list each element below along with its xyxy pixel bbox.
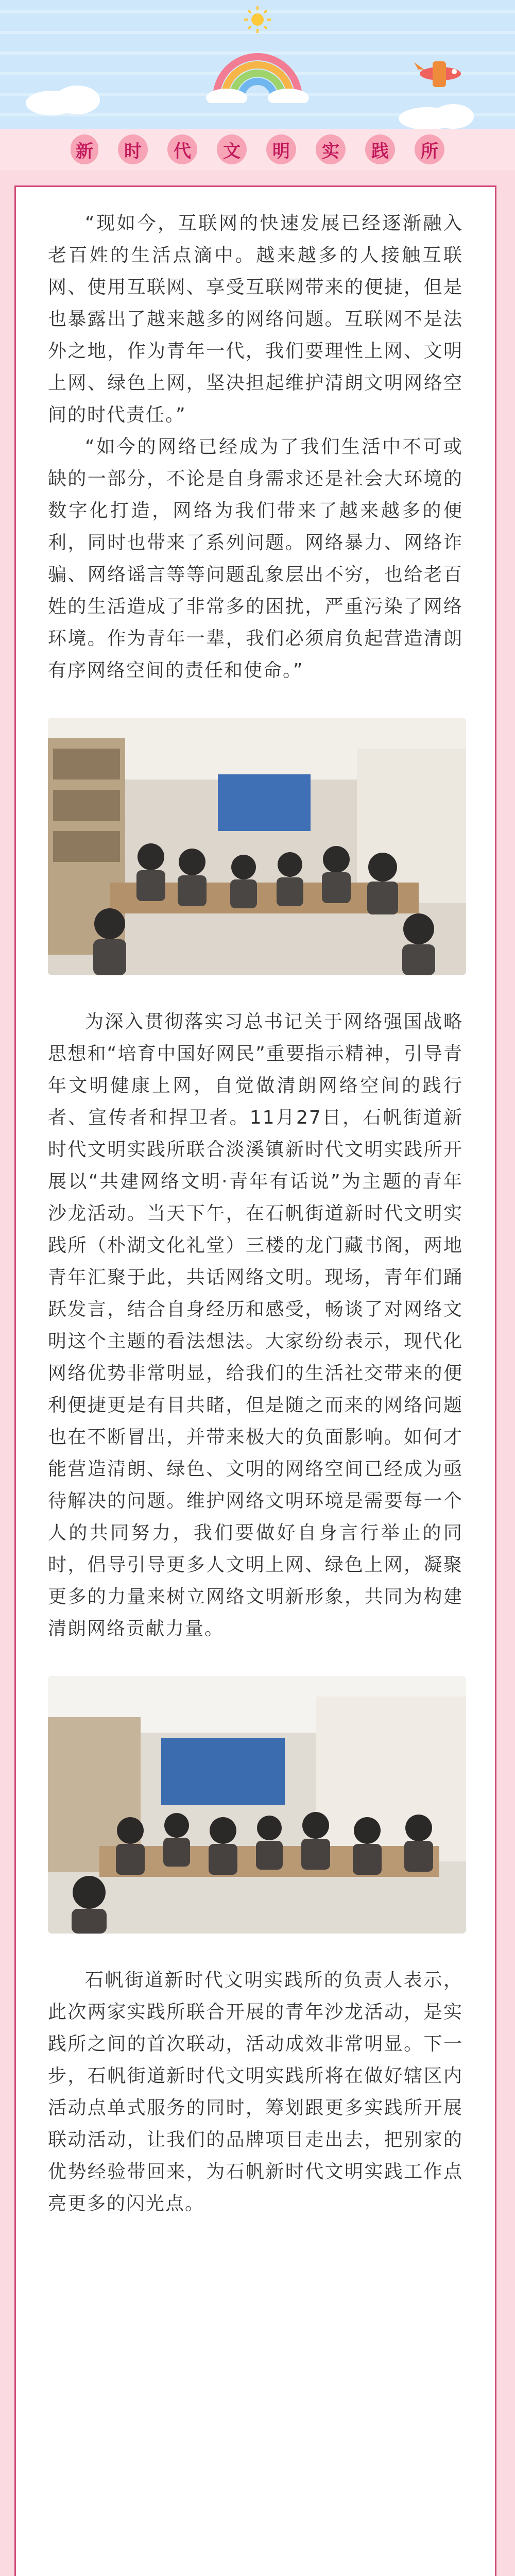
meeting-room-image bbox=[48, 1676, 466, 1934]
article-paragraph: “现如今，互联网的快速发展已经逐渐融入老百姓的生活点滴中。越来越多的人接触互联网、使用互联网、享受互联网带来的便捷，但是也暴露出了越来越多的网络问题。互联网不是法外之地，作为青年一代，我们要理性上网、文明上网、绿色上网，坚决担起维护清朗文明网络空间的时代责任。” bbox=[48, 213, 463, 426]
title-char: 代 bbox=[167, 134, 197, 164]
title-char: 践 bbox=[365, 134, 395, 164]
page-title bbox=[0, 129, 515, 170]
event-photo bbox=[48, 718, 466, 975]
cloud-icon bbox=[21, 77, 113, 118]
title-char: 明 bbox=[266, 134, 296, 164]
sun-icon bbox=[242, 4, 273, 35]
rainbow-icon bbox=[206, 36, 309, 103]
title-char: 所 bbox=[415, 134, 444, 164]
title-char: 新 bbox=[71, 134, 98, 164]
meeting-room-image bbox=[48, 718, 466, 975]
header-banner bbox=[0, 0, 515, 170]
article-paragraph: 石帆街道新时代文明实践所的负责人表示，此次两家实践所联合开展的青年沙龙活动，是实践所之间的首次联动，活动成效非常明显。下一步，石帆街道新时代文明实践所将在做好辖区内活动点单式服务的同时，筹划跟更多实践所开展联动活动，让我们的品牌项目走出去，把别家的优势经验带回来，为石帆新时代文明实践工作点亮更多的闪光点。 bbox=[48, 1970, 463, 2214]
event-photo bbox=[48, 1676, 466, 1934]
article-paragraph: 为深入贯彻落实习总书记关于网络强国战略思想和“培育中国好网民”重要指示精神，引导青年文明健康上网，自觉做清朗网络空间的践行者、宣传者和捍卫者。11月27日，石帆街道新时代文明实践所联合淡溪镇新时代文明实践所开展以“共建网络文明·青年有话说”为主题的青年沙龙活动。当天下午，在石帆街道新时代文明实践所（朴湖文化礼堂）三楼的龙门藏书阁，两地青年汇聚于此，共话网络文明。现场，青年们踊跃发言，结合自身经历和感受，畅谈了对网络文明这个主题的看法想法。大家纷纷表示，现代化网络优势非常明显，给我们的生活社交带来的便利便捷更是有目共睹，但是随之而来的网络问题也在不断冒出，并带来极大的负面影响。如何才能营造清朗、绿色、文明的网络空间已经成为亟待解决的问题。维护网络文明环境是需要每一个人的共同努力，我们要做好自身言行举止的同时，倡导引导更多人文明上网、绿色上网，凝聚更多的力量来树立网络文明新形象，共同为构建清朗网络贡献力量。 bbox=[48, 1011, 463, 1639]
title-char: 文 bbox=[217, 134, 247, 164]
article-paragraph: “如今的网络已经成为了我们生活中不可或缺的一部分，不论是自身需求还是社会大环境的数字化打造，网络为我们带来了越来越多的便利，同时也带来了系列问题。网络暴力、网络诈骗、网络谣言等等问题乱象层出不穷，也给老百姓的生活造成了非常多的困扰，严重污染了网络环境。作为青年一辈，我们必须肩负起营造清朗有序网络空间的责任和使命。” bbox=[48, 436, 463, 681]
article-card bbox=[14, 185, 496, 2576]
title-char: 实 bbox=[316, 134, 346, 164]
airplane-icon bbox=[412, 54, 469, 90]
title-char: 时 bbox=[118, 134, 148, 164]
